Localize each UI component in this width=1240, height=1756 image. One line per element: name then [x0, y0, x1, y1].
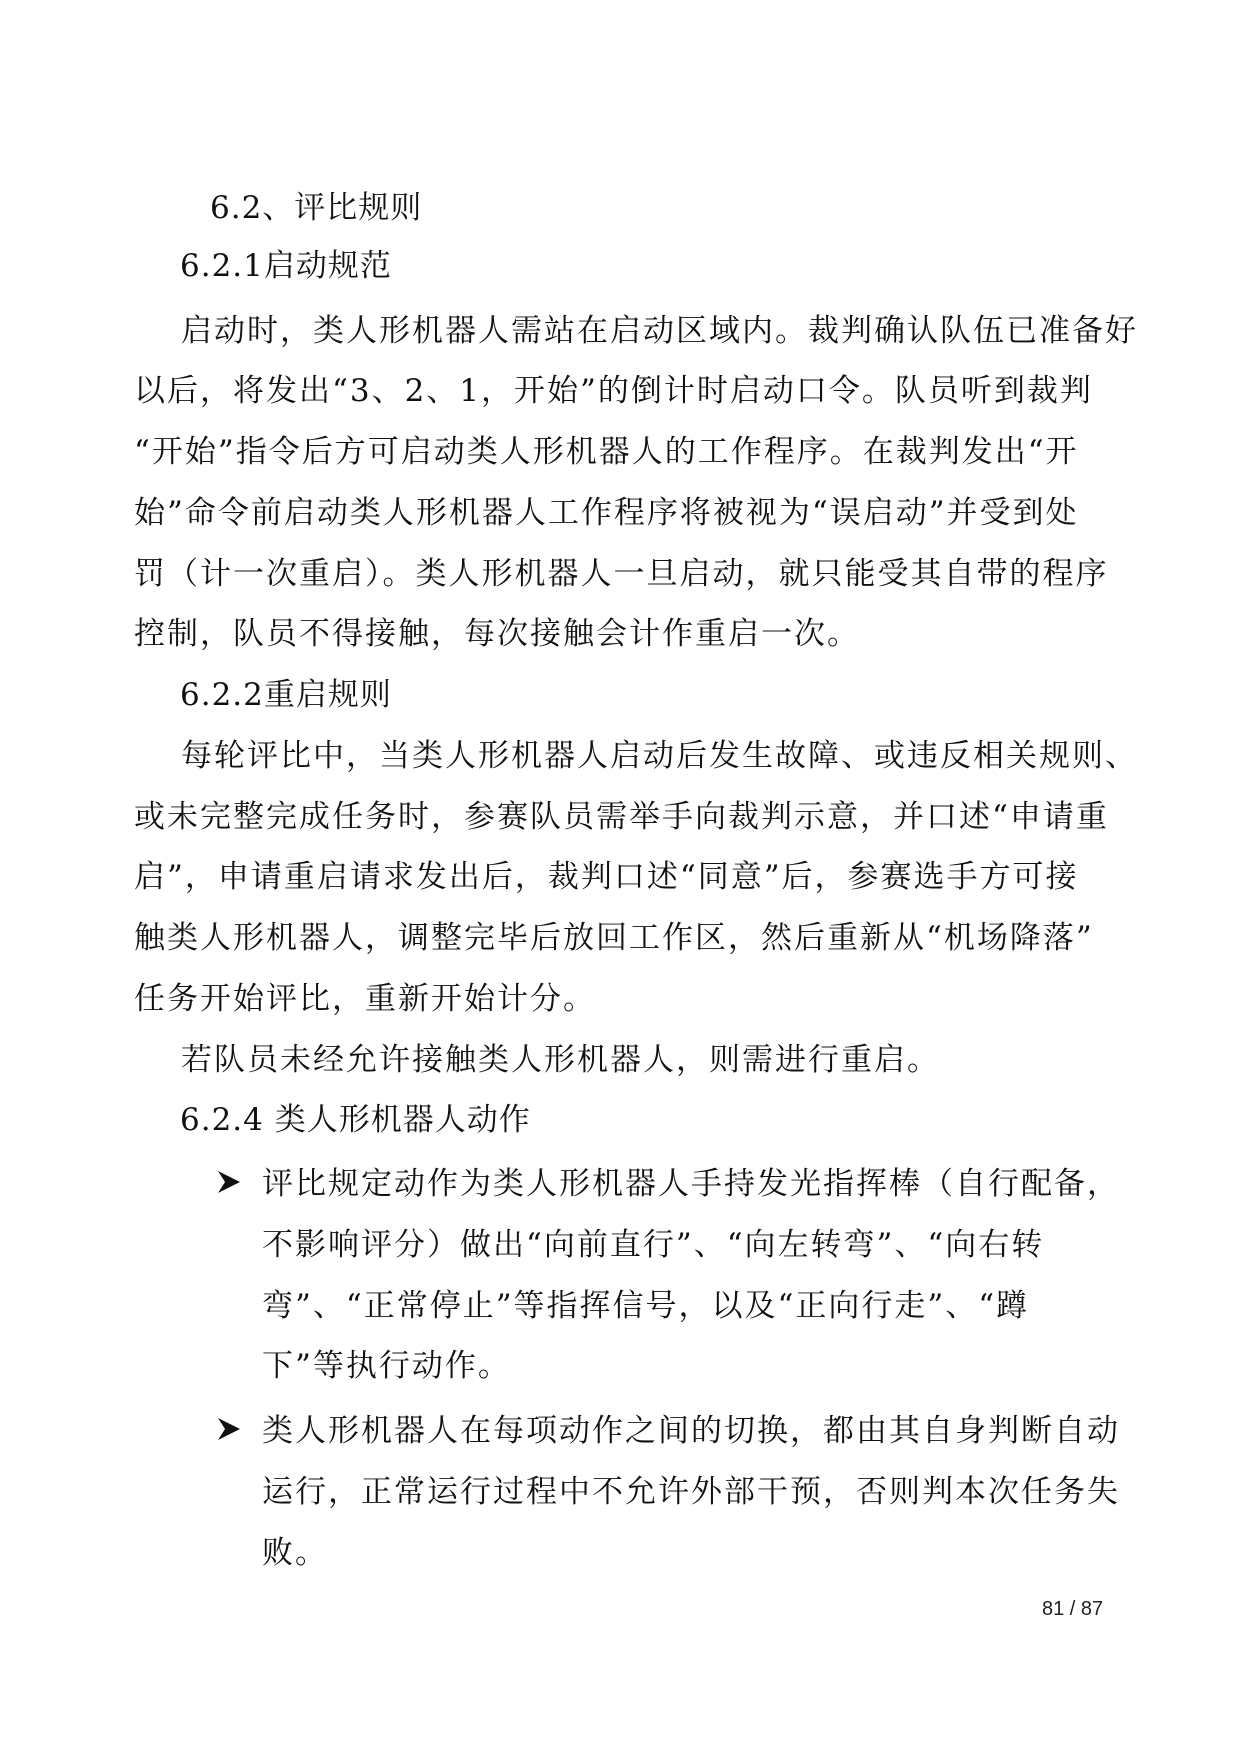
paragraph-line: 或未完整完成任务时，参赛队员需举手向裁判示意，并口述“申请重: [134, 799, 1109, 835]
page-number: 81 / 87: [1042, 1598, 1104, 1620]
note-line: 若队员未经允许接触类人形机器人，则需进行重启。: [181, 1042, 940, 1078]
arrowhead-bullet-icon: [216, 1169, 242, 1195]
bullet-line: 类人形机器人在每项动作之间的切换，都由其自身判断自动: [262, 1413, 1120, 1449]
paragraph-line: 罚（计一次重启）。类人形机器人一旦启动，就只能受其自带的程序: [134, 556, 1109, 592]
bullet-line: 下”等执行动作。: [262, 1348, 511, 1384]
paragraph-line: 始”命令前启动类人形机器人工作程序将被视为“误启动”并受到处: [134, 495, 1079, 531]
section-heading-6-2: 6.2、评比规则: [210, 190, 423, 226]
section-heading-6-2-2: 6.2.2重启规则: [180, 677, 392, 713]
paragraph-line: 触类人形机器人，调整完毕后放回工作区，然后重新从“机场降落”: [134, 920, 1094, 956]
bullet-line: 弯”、“正常停止”等指挥信号，以及“正向行走”、“蹲: [262, 1288, 1030, 1324]
arrowhead-bullet-icon: [216, 1416, 242, 1442]
bullet-line: 运行，正常运行过程中不允许外部干预，否则判本次任务失: [262, 1474, 1120, 1510]
paragraph-line: “开始”指令后方可启动类人形机器人的工作程序。在裁判发出“开: [134, 434, 1079, 470]
bullet-line: 不影响评分）做出“向前直行”、“向左转弯”、“向右转: [262, 1227, 1045, 1263]
paragraph-line: 控制，队员不得接触，每次接触会计作重启一次。: [134, 616, 860, 652]
paragraph-line: 任务开始评比，重新开始计分。: [134, 981, 596, 1017]
section-heading-6-2-1: 6.2.1启动规范: [180, 248, 392, 284]
paragraph-line: 启动时，类人形机器人需站在启动区域内。裁判确认队伍已准备好: [181, 313, 1138, 349]
paragraph-line: 启”，申请重启请求发出后，裁判口述“同意”后，参赛选手方可接: [134, 859, 1079, 895]
section-heading-6-2-4: 6.2.4 类人形机器人动作: [180, 1102, 531, 1138]
paragraph-line: 以后，将发出“3、2、1，开始”的倒计时启动口令。队员听到裁判: [134, 373, 1093, 409]
bullet-line: 败。: [262, 1535, 328, 1571]
paragraph-line: 每轮评比中，当类人形机器人启动后发生故障、或违反相关规则、: [181, 738, 1138, 774]
bullet-line: 评比规定动作为类人形机器人手持发光指挥棒（自行配备，: [262, 1166, 1120, 1202]
